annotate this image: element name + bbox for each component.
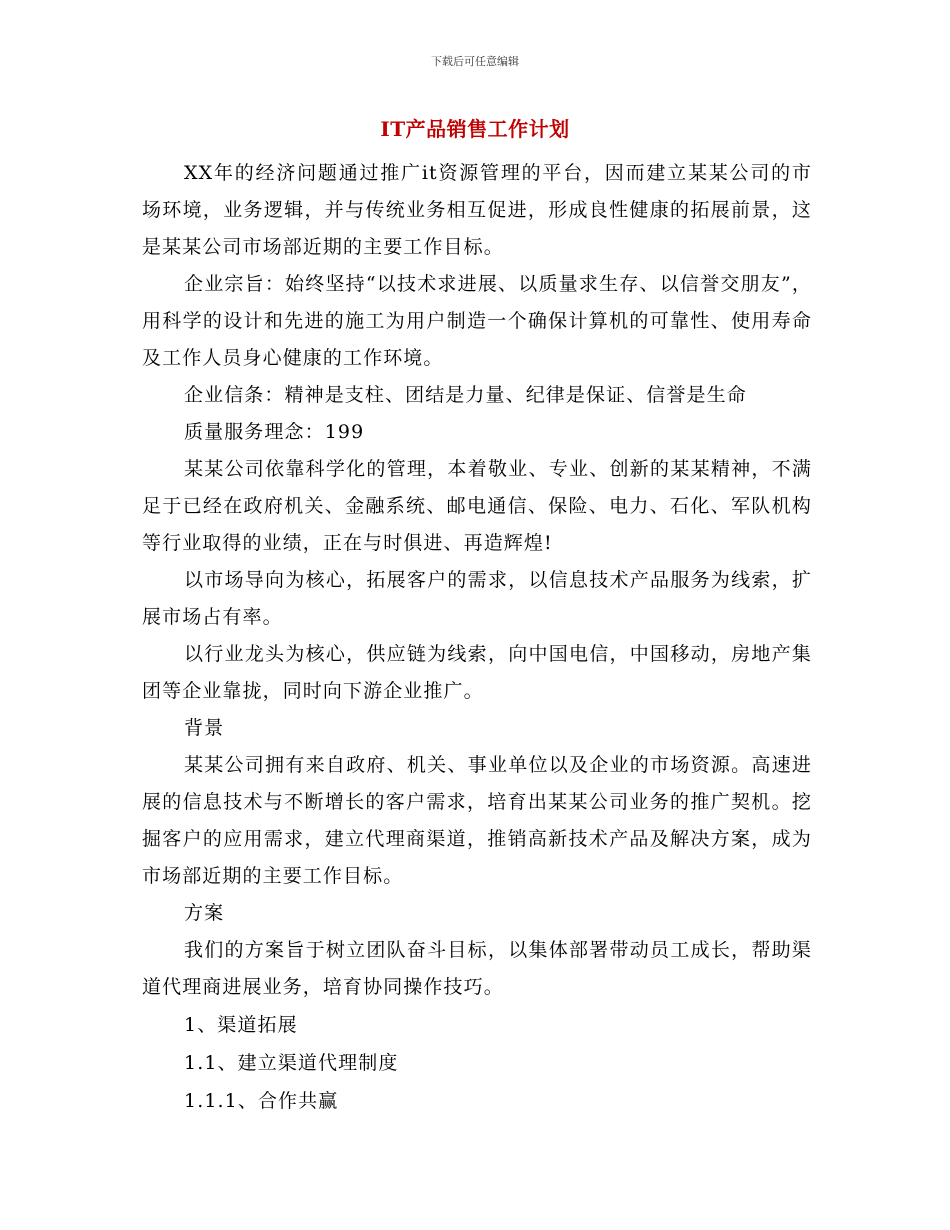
- paragraph-service-philosophy: 质量服务理念：199: [184, 421, 365, 443]
- numbered-heading-1-1-1: 1.1.1、合作共赢: [184, 1090, 339, 1112]
- header-note: 下载后可任意编辑: [431, 55, 519, 68]
- section-heading-background: 背景: [184, 717, 225, 739]
- paragraph-mission: 企业宗旨：始终坚持“以技术求进展、以质量求生存、以信誉交朋友”，用科学的设计和先进的施工为用户制造一个确保计算机的可靠性、使用寿命及工作人员身心健康的工作环境。: [142, 273, 812, 369]
- document-title: IT产品销售工作计划: [380, 117, 570, 141]
- paragraph-plan: 我们的方案旨于树立团队奋斗目标，以集体部署带动员工成长，帮助渠道代理商进展业务，培育协同操作技巧。: [142, 939, 812, 998]
- numbered-heading-1: 1、渠道拓展: [184, 1014, 298, 1036]
- paragraph-management: 某某公司依靠科学化的管理，本着敬业、专业、创新的某某精神，不满足于已经在政府机关、金融系统、邮电通信、保险、电力、石化、军队机构等行业取得的业绩，正在与时俱进、再造辉煌!: [142, 458, 812, 554]
- paragraph-creed: 企业信条：精神是支柱、团结是力量、纪律是保证、信誉是生命: [184, 384, 747, 406]
- section-heading-plan: 方案: [184, 902, 225, 924]
- paragraph-intro: XX年的经济问题通过推广it资源管理的平台，因而建立某某公司的市场环境，业务逻辑，并与传统业务相互促进，形成良性健康的拓展前景，这是某某公司市场部近期的主要工作目标。: [142, 162, 812, 258]
- document-body: [142, 155, 812, 1120]
- numbered-heading-1-1: 1.1、建立渠道代理制度: [184, 1052, 399, 1074]
- paragraph-market-orientation: 以市场导向为核心，拓展客户的需求，以信息技术产品服务为线索，扩展市场占有率。: [142, 569, 812, 628]
- paragraph-background: 某某公司拥有来自政府、机关、事业单位以及企业的市场资源。高速进展的信息技术与不断增长的客户需求，培育出某某公司业务的推广契机。挖掘客户的应用需求，建立代理商渠道，推销高新技术产品及解决方案，成为市场部近期的主要工作目标。: [142, 754, 812, 887]
- paragraph-industry-leader: 以行业龙头为核心，供应链为线索，向中国电信，中国移动，房地产集团等企业靠拢，同时向下游企业推广。: [142, 643, 812, 702]
